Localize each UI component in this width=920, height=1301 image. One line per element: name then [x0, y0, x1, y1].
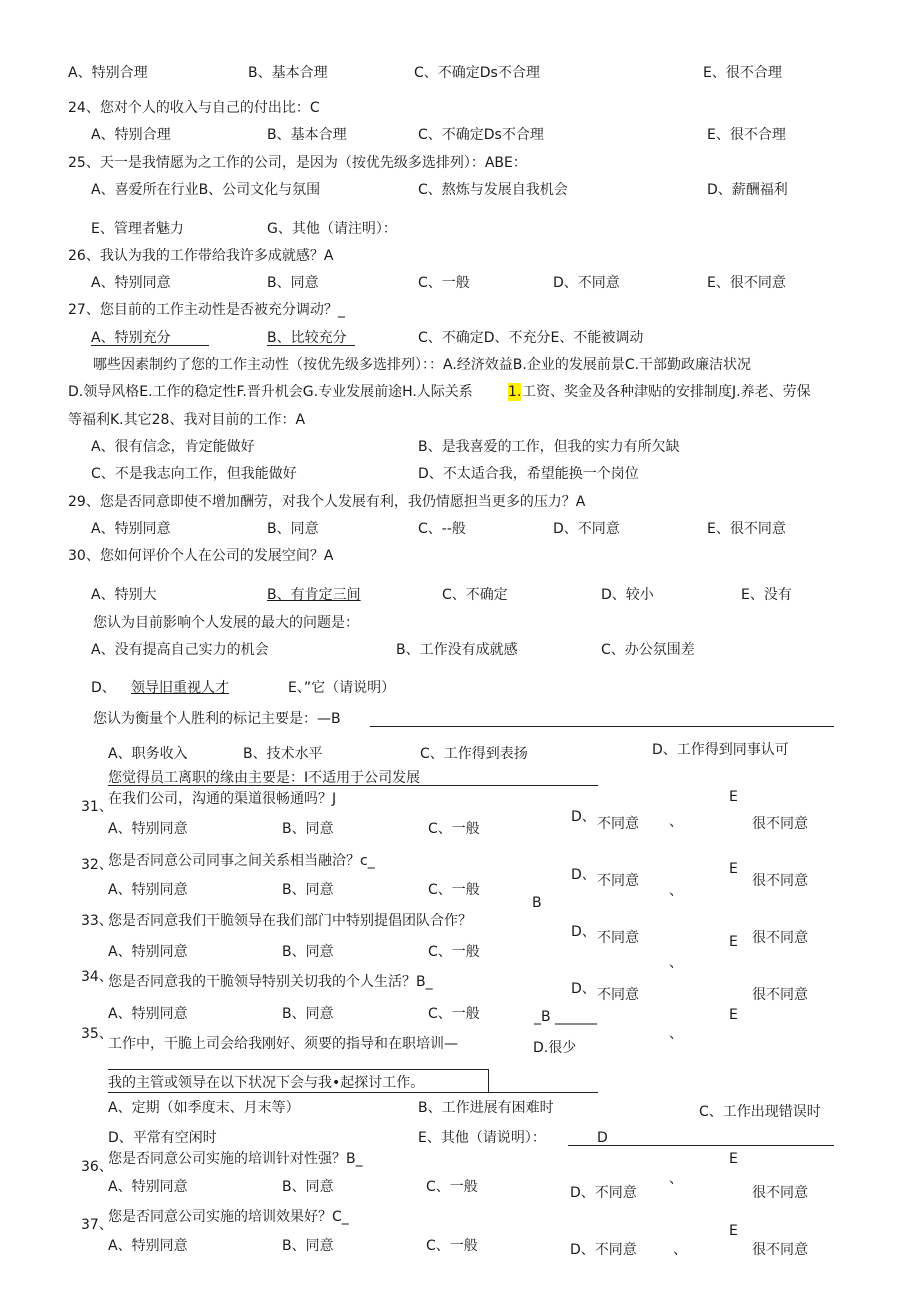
text-fragment: B、同意 — [267, 521, 319, 537]
text-fragment: D — [597, 1130, 608, 1146]
box-discuss-work — [108, 1069, 489, 1093]
text-fragment: C、工作得到表扬 — [420, 746, 528, 762]
text-fragment: E、其他（请说明）： — [418, 1130, 546, 1146]
text-fragment: A、特别同意 — [108, 882, 188, 898]
text-fragment: 不同意 — [597, 816, 639, 832]
text-fragment: B、同意 — [267, 275, 319, 291]
answer-line-success-mark-tail — [816, 726, 834, 727]
text-fragment: 您是否同意公司实施的培训效果好？C_ — [108, 1209, 349, 1225]
text-fragment: C、不确定 — [442, 587, 508, 603]
text-fragment: 36、 — [81, 1159, 113, 1175]
text-fragment: C、办公氛围差 — [601, 642, 695, 658]
text-fragment: 不同意 — [597, 930, 639, 946]
text-fragment: C、一般 — [428, 882, 480, 898]
text-fragment: 领导旧重视人才 — [131, 680, 229, 696]
text-fragment: B、基本合理 — [248, 65, 328, 81]
text-fragment: 您是否同意我的干脆领导特别关切我的个人生活？B_ — [108, 974, 433, 990]
text-fragment: D、平常有空闲时 — [108, 1130, 217, 1146]
text-fragment: G、其他（请注明）： — [267, 221, 397, 237]
text-fragment: 您认为目前影响个人发展的最大的问题是： — [93, 615, 359, 631]
text-fragment: 很不同意 — [752, 930, 808, 946]
text-fragment: D、 — [571, 981, 596, 997]
text-fragment: A、特别合理 — [68, 65, 148, 81]
text-fragment: D.领导风格E.工作的稳定性F.晋升机会G.专业发展前途H.人际关系 — [68, 384, 473, 400]
text-fragment: 您认为衡量个人胜利的标记主要是：—B — [93, 711, 341, 727]
answer-line-other — [568, 1145, 834, 1146]
text-fragment: A、特别合理 — [91, 127, 171, 143]
text-fragment: _B ______ — [534, 1009, 598, 1025]
text-fragment: E、管理者魅力 — [91, 221, 184, 237]
text-fragment: A、特别同意 — [91, 521, 171, 537]
text-fragment: 很不同意 — [752, 1185, 808, 1201]
text-fragment: B、有肯定三间 — [267, 587, 361, 603]
underline-q27-b — [267, 345, 355, 346]
text-fragment: 、 — [669, 1171, 683, 1187]
text-fragment: C、不确定D、不充分E、不能被调动 — [418, 330, 644, 346]
text-fragment: D、 — [571, 809, 596, 825]
text-fragment: D、 — [571, 867, 596, 883]
text-fragment: 在我们公司，沟通的渠道很畅通吗？J — [108, 791, 337, 807]
text-fragment: 、 — [673, 1242, 687, 1258]
text-fragment: C、一般 — [426, 1179, 478, 1195]
text-fragment: B、基本合理 — [267, 127, 347, 143]
text-fragment: C、不是我志向工作，但我能做好 — [91, 466, 297, 482]
text-fragment: B、工作进展有困难时 — [418, 1100, 554, 1116]
text-fragment: 25、天一是我情愿为之工作的公司，是因为（按优先级多选排列）：ABE： — [68, 155, 527, 171]
text-fragment: 等福利K.其它28、我对目前的工作：A — [68, 412, 306, 428]
text-fragment: 工资、奖金及各种津贴的安排制度J.养老、劳保 — [522, 384, 811, 400]
text-fragment: 31、 — [81, 799, 113, 815]
text-fragment: A、特别同意 — [108, 1179, 188, 1195]
text-fragment: 很不同意 — [752, 1242, 808, 1258]
text-fragment: D、较小 — [601, 587, 654, 603]
text-fragment: C、一般 — [426, 1238, 478, 1254]
text-fragment: 很不同意 — [752, 873, 808, 889]
text-fragment: E — [729, 934, 738, 950]
text-fragment: E、很不同意 — [707, 521, 786, 537]
text-fragment: B、同意 — [282, 1179, 334, 1195]
text-fragment: A、很有信念，肯定能做好 — [91, 439, 255, 455]
text-fragment: D、不同意 — [570, 1242, 637, 1258]
text-fragment: 很不同意 — [752, 987, 808, 1003]
text-fragment: B、工作没有成就感 — [396, 642, 518, 658]
text-fragment: E、很不同意 — [707, 275, 786, 291]
text-fragment: A、职务收入 — [108, 746, 188, 762]
text-fragment: B、技术水平 — [243, 746, 323, 762]
text-fragment: C、不确定Ds不合理 — [418, 127, 544, 143]
text-fragment: 您是否同意公司同事之间关系相当融洽？c_ — [108, 853, 375, 869]
text-fragment: 26、我认为我的工作带给我许多成就感？A — [68, 248, 334, 264]
answer-line-discuss-work — [108, 1092, 598, 1093]
text-fragment: E、很不合理 — [707, 127, 786, 143]
text-fragment: A、特别同意 — [108, 944, 188, 960]
text-fragment: D、不同意 — [553, 275, 620, 291]
text-fragment: 32、 — [81, 857, 113, 873]
text-fragment: B — [532, 895, 542, 911]
text-fragment: D、薪酬福利 — [707, 182, 788, 198]
underline-q27-a — [91, 345, 209, 346]
text-fragment: E、没有 — [741, 587, 792, 603]
text-fragment: C、不确定Ds不合理 — [414, 65, 540, 81]
text-fragment: E — [729, 789, 738, 805]
text-fragment: 29、您是否同意即使不增加酬劳，对我个人发展有利，我仍情愿担当更多的压力？A — [68, 494, 586, 510]
text-fragment: A、定期（如季度末、月末等） — [108, 1100, 300, 1116]
text-fragment: 很不同意 — [752, 816, 808, 832]
text-fragment: E — [729, 861, 738, 877]
text-fragment: 、 — [669, 955, 683, 971]
text-fragment: C、一般 — [418, 275, 470, 291]
text-fragment: C、工作出现错误时 — [699, 1104, 821, 1120]
text-fragment: D、不同意 — [553, 521, 620, 537]
text-fragment: 不同意 — [597, 987, 639, 1003]
text-fragment: 工作中，干脆上司会给我刚好、须要的指导和在职培训— — [108, 1036, 458, 1052]
highlight-mark: 1. — [508, 384, 522, 400]
text-fragment: 33、 — [81, 913, 113, 929]
text-fragment: A、特别同意 — [108, 1006, 188, 1022]
text-fragment: E — [729, 1223, 738, 1239]
text-fragment: D、工作得到同事认可 — [652, 742, 789, 758]
text-fragment: 您是否同意我们干脆领导在我们部门中特别提倡团队合作？ — [108, 913, 472, 929]
text-fragment: B、同意 — [282, 944, 334, 960]
answer-line-success-mark — [370, 726, 816, 727]
text-fragment: A、特别大 — [91, 587, 157, 603]
text-fragment: 35、 — [81, 1026, 113, 1042]
text-fragment: 、 — [669, 1026, 683, 1042]
text-fragment: B、是我喜爱的工作，但我的实力有所欠缺 — [418, 439, 680, 455]
text-fragment: 37、 — [81, 1217, 113, 1233]
text-fragment: B、同意 — [282, 821, 334, 837]
text-fragment: C、--般 — [418, 521, 466, 537]
text-fragment: C、熬炼与发展自我机会 — [418, 182, 568, 198]
text-fragment: A、特别充分 — [91, 330, 171, 346]
text-fragment: 30、您如何评价个人在公司的发展空间？A — [68, 548, 334, 564]
text-fragment: B、比较充分 — [267, 330, 347, 346]
text-fragment: 、 — [669, 814, 683, 830]
text-fragment: B、同意 — [282, 1006, 334, 1022]
text-fragment: C、一般 — [428, 821, 480, 837]
text-fragment: A、特别同意 — [108, 821, 188, 837]
text-fragment: 您是否同意公司实施的培训针对性强？B_ — [108, 1151, 363, 1167]
text-fragment: D.很少 — [533, 1040, 577, 1056]
text-fragment: 27、您目前的工作主动性是否被充分调动？_ — [68, 302, 345, 318]
text-fragment: A、特别同意 — [108, 1238, 188, 1254]
text-fragment: 您觉得员工离职的缘由主要是：I不适用于公司发展 — [108, 770, 421, 786]
text-fragment: 不同意 — [597, 873, 639, 889]
text-fragment: B、同意 — [282, 882, 334, 898]
text-fragment: 我的主管或领导在以下状况下会与我•起探讨工作。 — [108, 1075, 425, 1091]
text-fragment: A、喜爱所在行业B、公司文化与氛围 — [91, 182, 321, 198]
text-fragment: 24、您对个人的收入与自己的付出比：C — [68, 100, 320, 116]
text-fragment: D、 — [91, 680, 116, 696]
text-fragment: D、不太适合我，希望能换一个岗位 — [418, 466, 639, 482]
text-fragment: E、很不合理 — [703, 65, 782, 81]
text-fragment: A、特别同意 — [91, 275, 171, 291]
text-fragment: A、没有提高自己实力的机会 — [91, 642, 269, 658]
text-fragment: C、一般 — [428, 1006, 480, 1022]
text-fragment: E — [729, 1151, 738, 1167]
text-fragment: E — [729, 1007, 738, 1023]
text-fragment: C、一般 — [428, 944, 480, 960]
text-fragment: D、不同意 — [570, 1185, 637, 1201]
text-fragment: D、 — [571, 924, 596, 940]
text-fragment: 34、 — [81, 969, 113, 985]
text-fragment: 哪些因素制约了您的工作主动性（按优先级多选排列）：：A.经济效益B.企业的发展前景C.干部勤政廉洁状况 — [93, 357, 752, 373]
text-fragment: E、”它（请说明） — [288, 680, 396, 696]
text-fragment: 、 — [669, 883, 683, 899]
answer-line-leave-reason — [108, 785, 598, 786]
text-fragment: B、同意 — [282, 1238, 334, 1254]
